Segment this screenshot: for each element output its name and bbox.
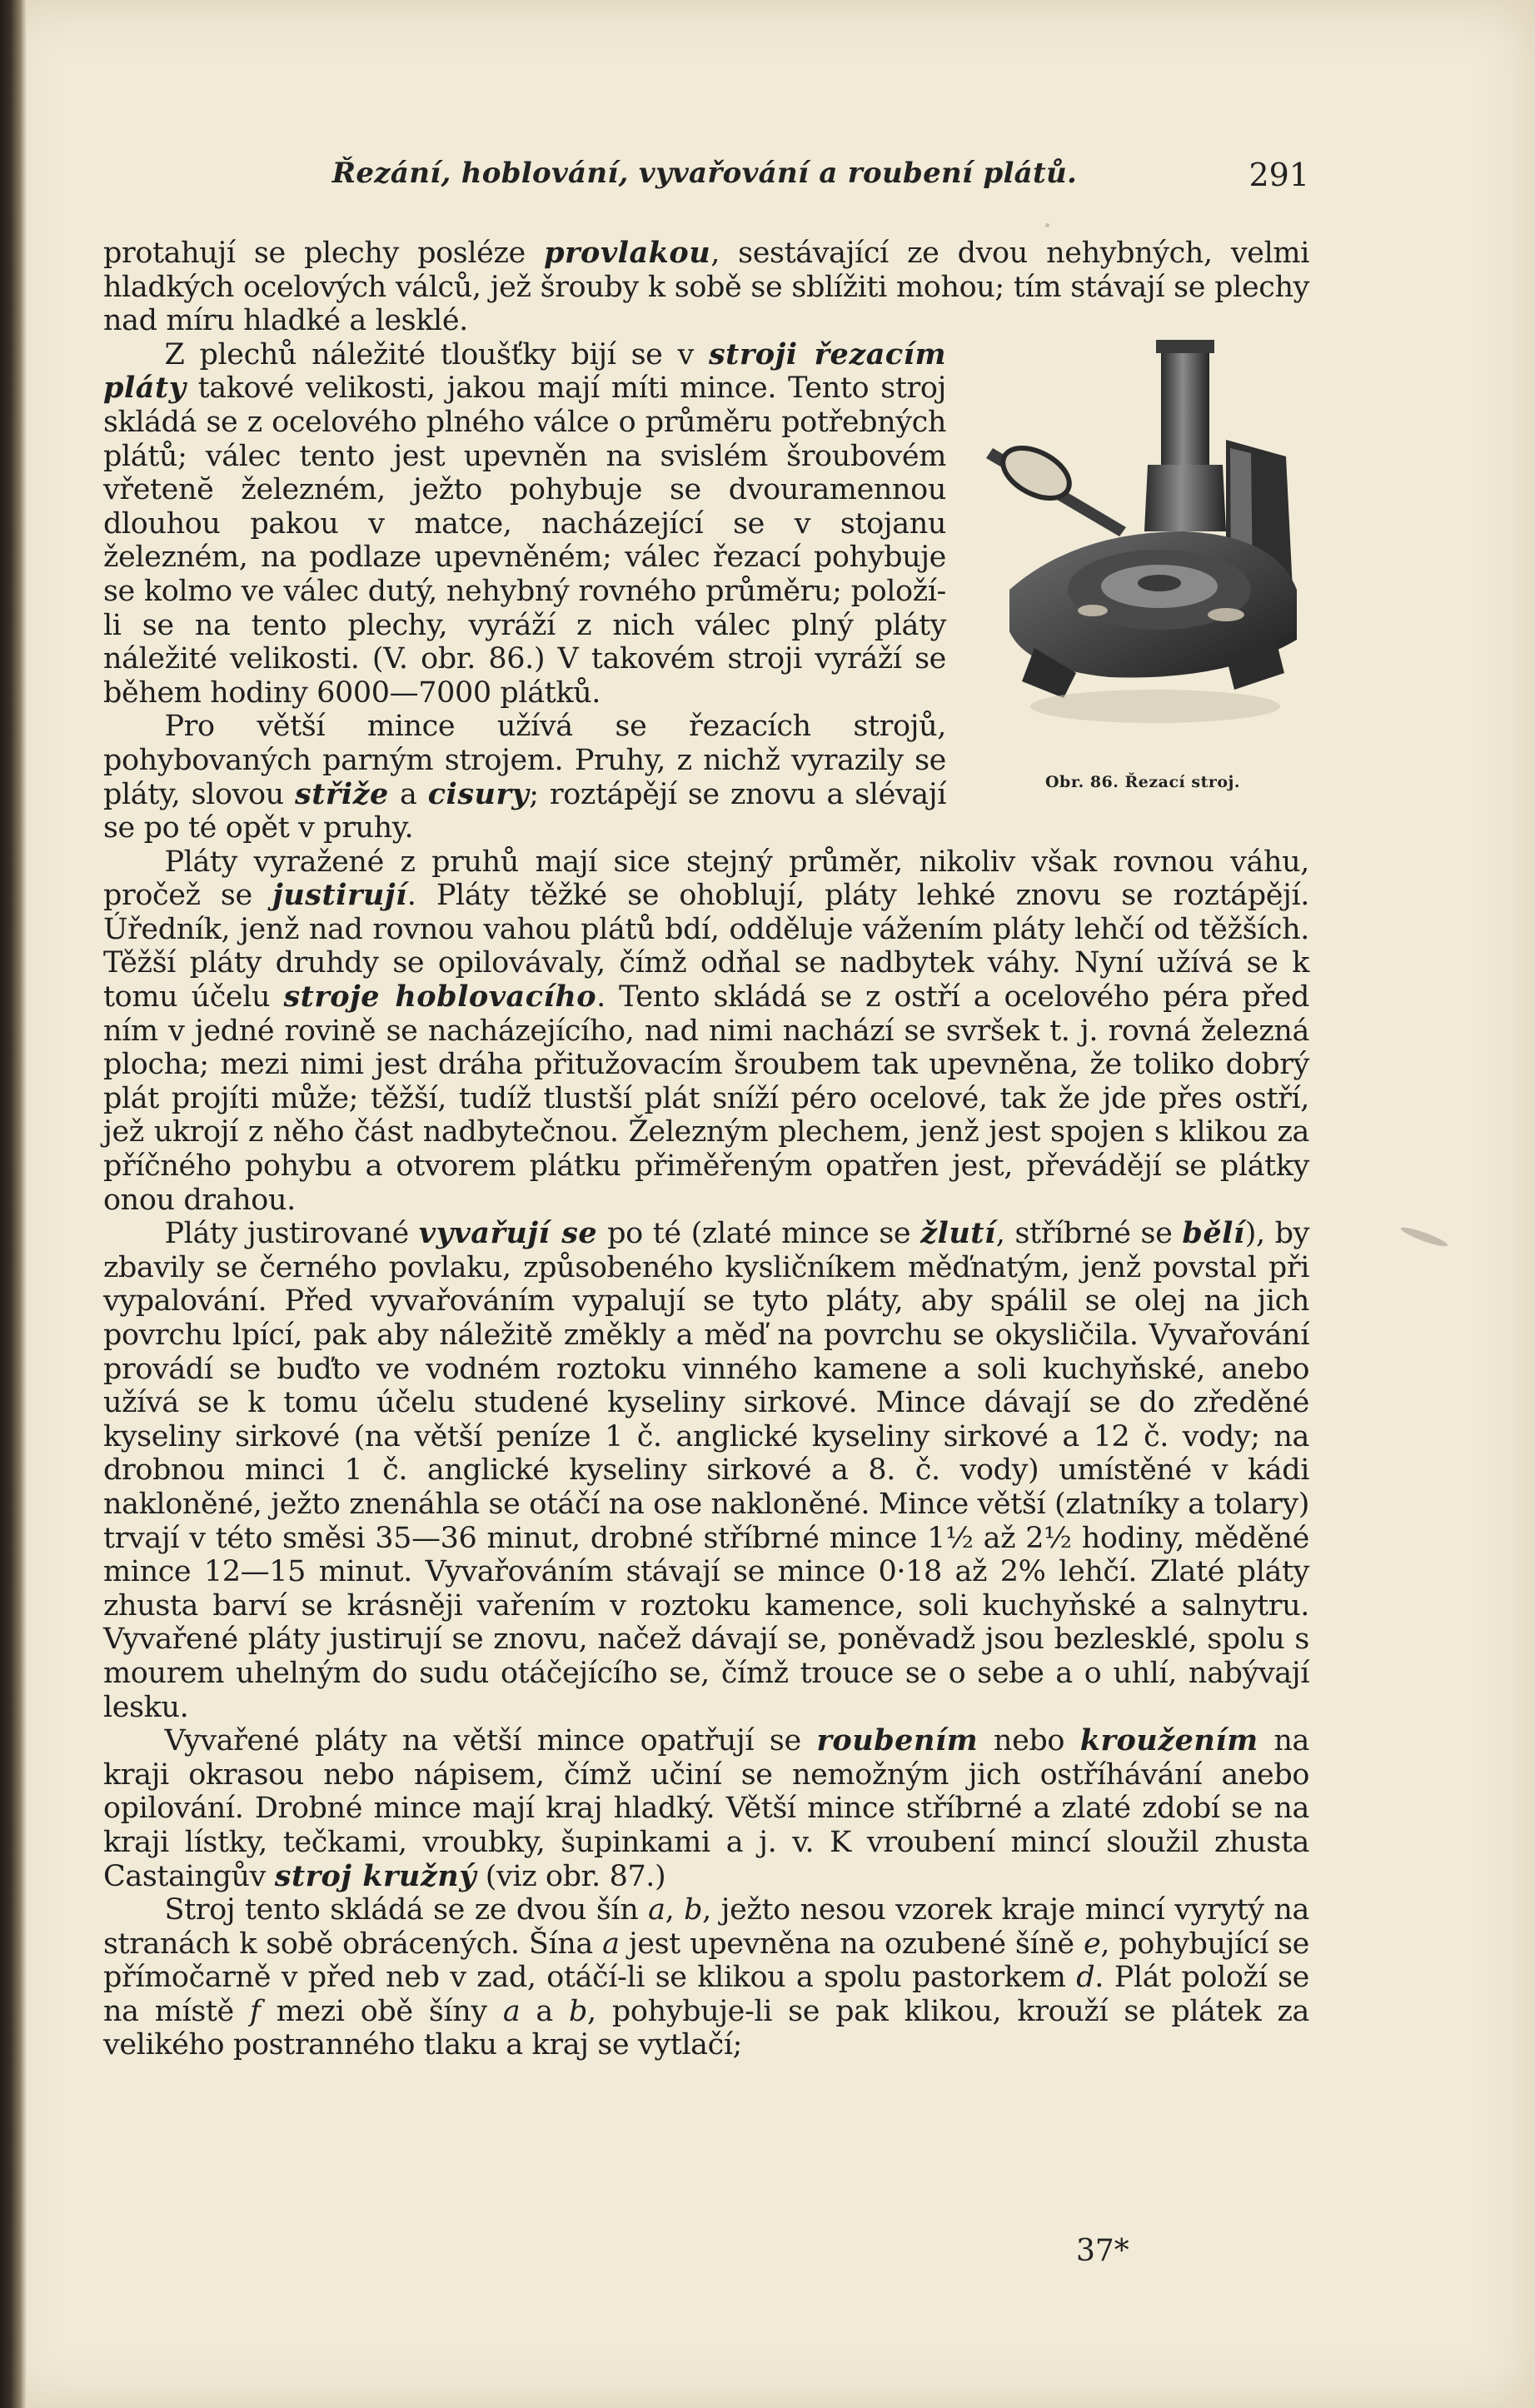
- text-run: . Plát položí se na místě: [103, 1961, 1309, 2028]
- text-run: Pro větší mince užívá se řezacích strojů, pohybovaných parným strojem. Pruhy, z nichž vyrazily se pláty, slovou: [103, 710, 946, 811]
- italic-letter: d: [1076, 1961, 1095, 1995]
- text-run: jest upevněna na ozubené šíně: [619, 1927, 1084, 1961]
- italic-letter: e: [1084, 1927, 1101, 1961]
- running-header: [100, 157, 1309, 200]
- text-run: Stroj tento skládá se ze dvou šín: [164, 1893, 649, 1927]
- text-run: a: [520, 1994, 570, 2028]
- text-run: , pohybuje-li se pak klikou, krouží se plátek za velikého postranného tlaku a kraj se vytlačí;: [103, 1994, 1309, 2062]
- text-run: ,: [665, 1893, 685, 1927]
- text-run: . Pláty těžké se ohoblují, pláty lehké znovu se roztápějí. Úředník, jenž nad rovnou vahou plátů bdí, odděluje vážením pláty lehčí od těžších. Těžší pláty druhdy se opilovávaly, čímž odňal se nadbytek váhy. Nyní užívá se k tomu účelu: [103, 879, 1310, 1015]
- text-run: protahují se plechy posléze: [103, 237, 545, 270]
- text-run: nebo: [978, 1724, 1080, 1758]
- text-run: . Tento skládá se z ostří a ocelového péra před ním v jedné rovině se nacházejícího, nad nimi nachází se svršek t. j. rovná železná plocha; mezi nimi jest dráha přitužovacím šroubem tak upevněna, že toliko dobrý plát projíti může; těžší, tudíž tlustší plát sníží péro ocelové, tak že jde přes ostří, jež ukrojí z něho část nadbytečnou. Železným plechem, jenž jest spojen s klikou za příčného pohybu a otvorem plátku přiměřeným opatřen jest, převádějí se plátky onou drahou.: [103, 980, 1310, 1217]
- text-run: Pláty justirované: [164, 1217, 419, 1251]
- figure-86: [976, 340, 1309, 800]
- text-run: na kraji okrasou nebo nápisem, čímž učiní se nemožným jich ostříhávání anebo opilování. Drobné mince mají kraj hladký. Větší mince stříbrné a zlaté zdobí se na kraji lístky, tečkami, vroubky, šupinkami a j. v. K vroubení mincí sloužil zhusta Castaingův: [103, 1724, 1309, 1893]
- italic-letter: a: [602, 1927, 620, 1961]
- paragraph: [103, 237, 1309, 338]
- paragraph: [103, 1893, 1309, 2062]
- body-text: [103, 237, 1309, 2062]
- italic-letter: b: [569, 1994, 588, 2028]
- text-run: , ježto nesou vzorek kraje mincí vyrytý na stranách k sobě obrácených. Šína: [103, 1893, 1310, 1961]
- paragraph: [103, 1724, 1309, 1893]
- text-run: a: [388, 777, 428, 811]
- paragraph: [103, 845, 1309, 1218]
- spaced-term: vyvařují se: [418, 1216, 598, 1251]
- text-run: (viz obr. 87.): [476, 1859, 666, 1893]
- italic-letter: b: [684, 1893, 703, 1927]
- page-number: 291: [1248, 157, 1309, 193]
- cutting-machine-illustration: [976, 340, 1309, 800]
- text-run: , pohybující se přímočarně v před neb v zad, otáčí-li se klikou a spolu pastorkem: [103, 1927, 1309, 1995]
- paper-speck: [1045, 223, 1049, 227]
- spaced-term: cisury: [427, 776, 530, 811]
- text-run: Pláty vyražené z pruhů mají sice stejný průměr, nikoliv však rovnou váhu, pročež se: [103, 845, 1309, 913]
- text-run: mezi obě šíny: [260, 1994, 503, 2028]
- page-binding-edge: [0, 0, 27, 2408]
- paper-speck: [1399, 1224, 1449, 1249]
- spaced-term: justirují: [272, 878, 407, 913]
- text-run: , stříbrné se: [995, 1217, 1183, 1251]
- italic-letter: a: [648, 1893, 665, 1927]
- text-run: takové velikosti, jakou mají míti mince. Tento stroj skládá se z ocelového plného válce o průměru potřebných plátů; válec tento jest upevněn na svislém šroubovém vřetenĕ železném, ježto pohybuje se dvouramennou dlouhou pakou v matce, nacházející se v stojanu železném, na podlaze upevněném; válec řezací pohybuje se kolmo ve válec dutý, nehybný rovného průměru; položí-li se na tento plechy, vyráží z nich válec plný pláty náležité velikosti. (V. obr. 86.) V takovém stroji vyráží se během hodiny 6000—7000 plátků.: [103, 371, 946, 710]
- text-run: Vyvařené pláty na větší mince opatřují se: [164, 1724, 817, 1758]
- text-run: Z plechů náležité tloušťky bijí se v: [164, 337, 709, 371]
- text-run: , sestávající ze dvou nehybných, velmi hladkých ocelových válců, jež šrouby k sobě se sblížiti mohou; tím stávají se plechy nad míru hladké a lesklé.: [103, 237, 1309, 338]
- spaced-term: stroje hoblovacího: [283, 980, 597, 1015]
- spaced-term: roubením: [816, 1723, 979, 1758]
- figure-caption: Obr. 86. Řezací stroj.: [1044, 773, 1241, 792]
- italic-letter: a: [502, 1994, 521, 2028]
- text-run: ; roztápějí se znovu a slévají se po té opět v pruhy.: [103, 777, 946, 845]
- signature-mark: 37*: [1076, 2234, 1129, 2268]
- spaced-term: žlutí: [920, 1216, 996, 1251]
- running-title: Řezání, hoblování, vyvařování a roubení plátů.: [331, 157, 1078, 190]
- spaced-term: bělí: [1182, 1216, 1245, 1251]
- italic-letter: f: [249, 1994, 261, 2028]
- paragraph: [103, 1217, 1309, 1724]
- spaced-term: provlakou: [544, 236, 711, 270]
- spaced-term: stroji řezacím pláty: [103, 337, 947, 406]
- text-run: po té (zlaté mince se: [597, 1217, 921, 1251]
- text-run: ), by zbavily se černého povlaku, způsobeného kysličníkem měďnatým, jenž povstal při vypalování. Před vyvařováním vypalují se tyto pláty, aby spálil se olej na jich povrchu lpící, pak aby náležitě změkly a měď na povrchu se okysličila. Vyvařování provádí se buďto ve vodném roztoku vinného kamene a soli kuchyňské, anebo užívá se k tomu účelu studené kyseliny sirkové. Mince dávají se do zředěné kyseliny sirkové (na větší peníze 1 č. anglické kyseliny sirkové a 12 č. vody; na drobnou minci 1 č. anglické kyseliny sirkové a 8. č. vody) umístěné v kádi nakloněné, ježto znenáhla se otáčí na ose nakloněné. Mince větší (zlatníky a tolary) trvají v této směsi 35—36 minut, drobné stříbrné mince 1½ až 2½ hodiny, měděné mince 12—15 minut. Vyvařováním stávají se mince 0·18 až 2% lehčí. Zlaté pláty zhusta barví se krásněji vařením v roztoku kamence, soli kuchyňské a salnytru. Vyvařené pláty justirují se znovu, načež dávají se, poněvadž jsou bezlesklé, spolu s mourem uhelným do sudu otáčejícího se, čímž trouce se o sebe a o uhlí, nabývají lesku.: [103, 1217, 1310, 1724]
- spaced-term: kroužením: [1079, 1723, 1258, 1758]
- spaced-term: stroj kružný: [274, 1858, 477, 1893]
- spaced-term: střiže: [295, 776, 389, 811]
